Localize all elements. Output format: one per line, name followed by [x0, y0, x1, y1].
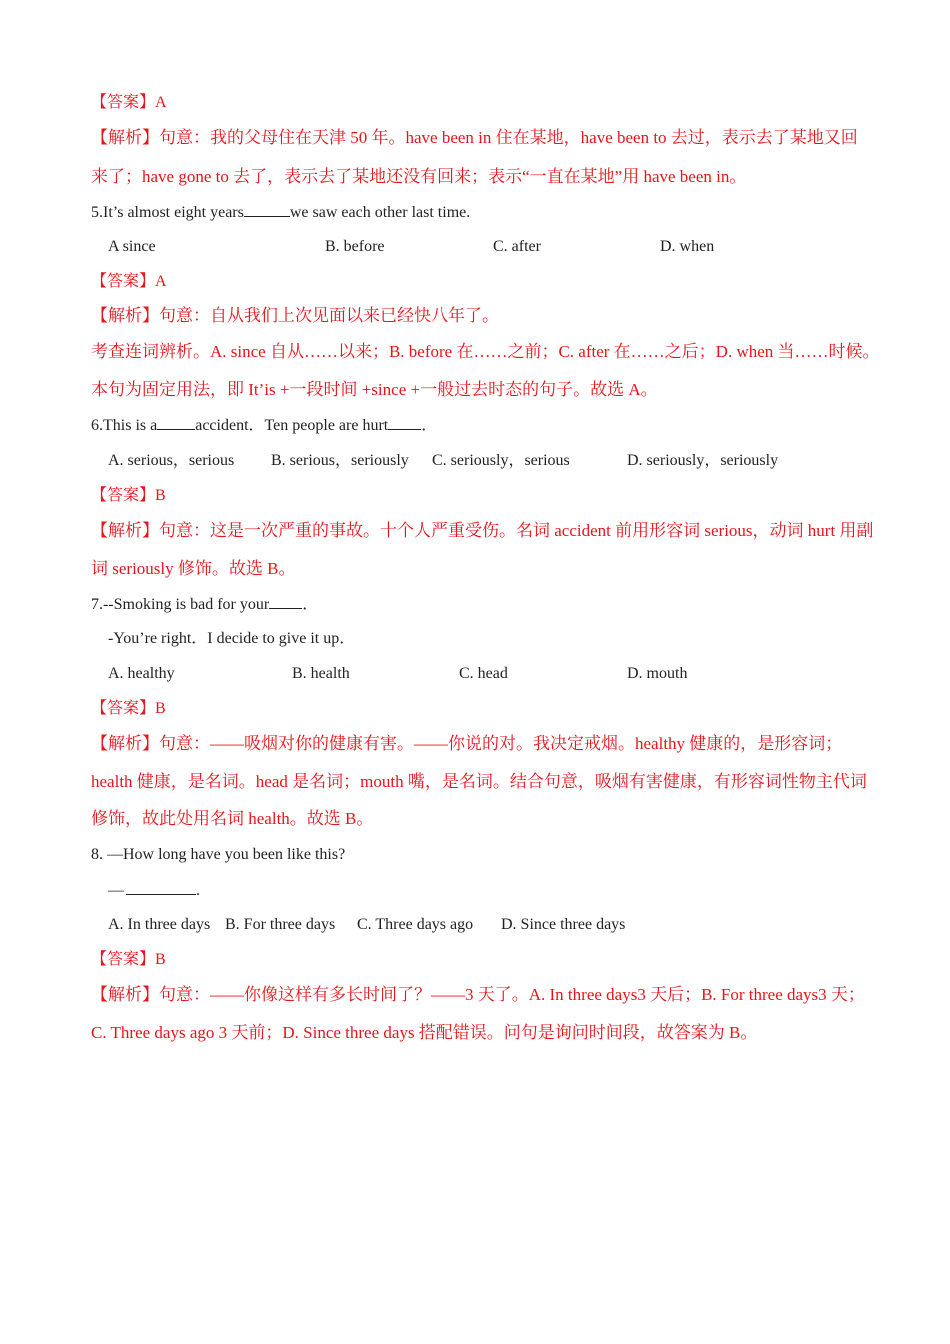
q8-analysis-line1: 【解析】句意：——你像这样有多长时间了？——3 天了。A. In three days3 天后；B. For three days3 天；	[91, 985, 865, 1004]
q8-option-b: B. For three days	[225, 916, 336, 933]
q7-stem-before: 7.--Smoking is bad for your	[91, 596, 270, 613]
q8-answer: 【答案】B	[91, 951, 166, 968]
q7-option-c: C. head	[459, 665, 508, 682]
q8-option-d: D. Since three days	[501, 916, 626, 933]
q5-analysis-line1: 【解析】句意：自从我们上次见面以来已经快八年了。	[91, 306, 499, 325]
q5-stem	[91, 202, 470, 223]
q7-blank	[269, 594, 302, 609]
q7-stem	[91, 594, 318, 615]
q6-option-d: D. seriously，seriously	[627, 452, 779, 469]
q6-option-c: C. seriously，serious	[432, 452, 570, 469]
q5-stem-after: we saw each other last time.	[289, 204, 471, 221]
q4-analysis-line2: 来了；have gone to 去了，表示去了某地还没有回来；表示“一直在某地”用 have been in。	[91, 167, 747, 186]
q6-stem	[91, 415, 437, 436]
q5-option-a: A since	[108, 238, 156, 255]
q5-option-d: D. when	[660, 238, 715, 255]
q4-analysis-line1: 【解析】句意：我的父母住在天津 50 年。have been in 住在某地，have been to 去过，表示去了某地又回	[91, 128, 858, 147]
q8-reply-dash: —	[108, 882, 124, 899]
q7-reply: -You’re right．I decide to give it up．	[108, 630, 356, 647]
q7-answer: 【答案】B	[91, 700, 166, 717]
q8-stem: 8. —How long have you been like this?	[91, 846, 346, 863]
q8-option-a: A. In three days	[108, 916, 211, 933]
q6-blank-1	[157, 415, 195, 430]
q5-answer: 【答案】A	[91, 273, 167, 290]
q6-stem-part1: 6.This is a	[91, 417, 158, 434]
q6-analysis-line2: 词 seriously 修饰。故选 B。	[91, 559, 296, 578]
q6-option-b: B. serious，seriously	[271, 452, 409, 469]
q8-reply	[108, 880, 200, 901]
q7-analysis-line2: health 健康，是名词。head 是名词；mouth 嘴，是名词。结合句意，吸烟有害健康，有形容词性物主代词	[91, 772, 867, 791]
q7-analysis-line3: 修饰，故此处用名词 health。故选 B。	[91, 809, 374, 828]
q8-option-c: C. Three days ago	[357, 916, 474, 933]
q5-option-c: C. after	[493, 238, 541, 255]
q7-option-a: A. healthy	[108, 665, 175, 682]
q8-blank	[126, 880, 196, 895]
q7-option-b: B. health	[292, 665, 350, 682]
q6-stem-part3: ．	[421, 417, 438, 434]
q7-stem-after: ．	[302, 596, 319, 613]
q6-stem-part2: accident．Ten people are hurt	[195, 417, 389, 434]
q6-answer: 【答案】B	[91, 487, 166, 504]
q5-option-b: B. before	[325, 238, 385, 255]
q5-stem-before: 5.It’s almost eight years	[91, 204, 244, 221]
q6-analysis-line1: 【解析】句意：这是一次严重的事故。十个人严重受伤。名词 accident 前用形容词 serious，动词 hurt 用副	[91, 521, 874, 540]
q7-analysis-line1: 【解析】句意：——吸烟对你的健康有害。——你说的对。我决定戒烟。healthy 健康的，是形容词；	[91, 734, 843, 753]
q8-analysis-line2: C. Three days ago 3 天前；D. Since three days 搭配错误。问句是询问时间段，故答案为 B。	[91, 1023, 758, 1042]
q6-blank-2	[388, 415, 421, 430]
q4-answer: 【答案】A	[91, 94, 167, 111]
q5-analysis-line2: 考查连词辨析。A. since 自从……以来；B. before 在……之前；C. after 在……之后；D. when 当……时候。	[91, 342, 880, 361]
q6-option-a: A. serious，serious	[108, 452, 235, 469]
q5-analysis-line3: 本句为固定用法，即 It’is +一段时间 +since +一般过去时态的句子。故选 A。	[91, 380, 658, 399]
q5-blank	[244, 202, 290, 217]
q7-option-d: D. mouth	[627, 665, 688, 682]
q8-reply-end: .	[196, 882, 200, 899]
